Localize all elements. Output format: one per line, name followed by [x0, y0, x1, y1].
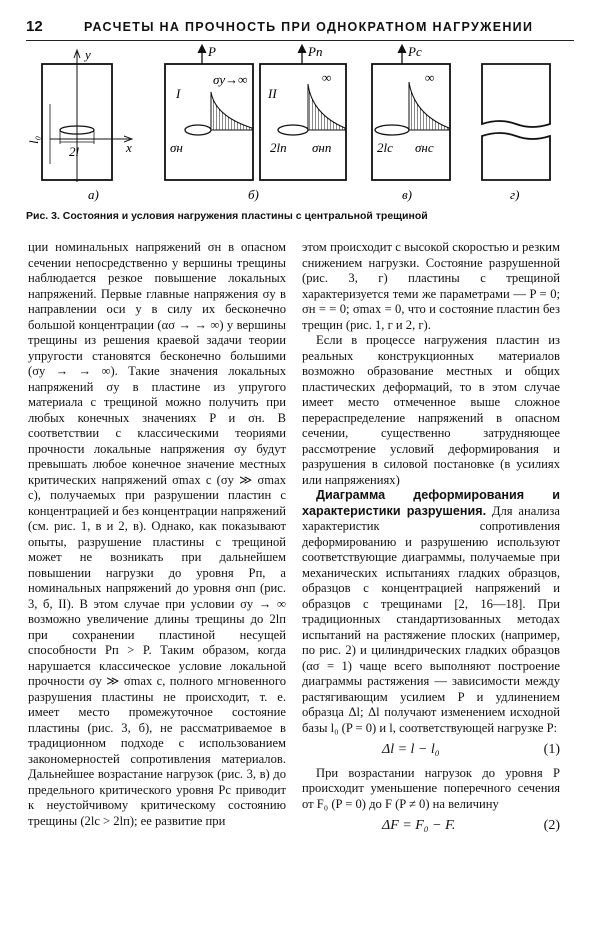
- stress-epure-b2: [308, 84, 345, 130]
- panel-d: [482, 64, 550, 202]
- paragraph-text: Для анализа характеристик сопротивления деформированию и разрушению используют соответствующие диаграммы, получаемые при механических испытаниях гладких образцов, образцов с концентрацией напряжений и образцов с трещинами [2, 16—18]. При традиционных стандартизованных методах испытаний на растяжение плоских (например, по рис. 2) и цилиндрических гладких образцов (ασ = 1) чаще всего выполняют построение диаграммы растяжения — зависимости между растягивающим усилием P и удлинением образца Δl; Δl получают изменением исходной базы l₀ (P = 0) и l, соответствующей нагрузке P:: [302, 503, 560, 735]
- figure-caption: Рис. 3. Состояния и условия нагружения пластины с центральной трещиной: [26, 210, 428, 222]
- paragraph: Если в процессе нагружения пластин из реальных конструкционных материалов возможно образование местных и общих пластических деформаций, то в этом случае имеет место отмеченное выше сложное перераспределение напряжений в опасном сечении, существенно затрудняющее рассмотрение условий деформирования и разрушения в силовой постановке (в усилиях или напряжениях): [302, 333, 560, 487]
- subheading: Диаграмма деформирования и характеристики разрушения.: [302, 488, 560, 518]
- running-header: [26, 18, 574, 41]
- label-I: I: [176, 86, 181, 101]
- label-panel-d: г): [510, 187, 520, 202]
- formula-1: [302, 742, 560, 758]
- page-number: 12: [26, 18, 43, 35]
- label-II: II: [268, 86, 277, 101]
- label-sigma-nc: σнc: [415, 140, 434, 155]
- crack-b1: [185, 125, 211, 135]
- figure-3: [26, 44, 575, 214]
- panel-c: [372, 44, 450, 202]
- label-panel-b: б): [248, 187, 259, 202]
- paragraph: [302, 488, 560, 736]
- paragraph: ции номинальных напряжений σн в опасном сечении непосредственно у вершины трещины наблюдается резкое повышение локальных напряжений. Первые главные напряжения σy в направлении оси y в силу их бесконечно большой концентрации (ασ → → ∞) у вершины трещины из решения краевой задачи теории упругости становятся бесконечно большими (σy → → ∞). Такие значения локальных напряжений σy в пластине из упругого материала с трещиной можно получить при любых конечных значениях P и σн. В соответствии с классическими теориями прочности локальные напряжения σy будут превышать любое конечное значение местных критических напряжений σmax c (σy ≫ σmax c), получаемых при разрушении пластин с концентрацией и без концентрации напряжений (см. рис. 1, в и 2, в). Однако, как показывают опыты, разрушение пластины с трещиной может не возникать при дальнейшем повышении нагрузки до уровня Pп, а номинальных напряжений до уровня σнп (рис. 3, б, II). В этом случае при условии σy → ∞ возможно увеличение длины трещины до 2lп при сохранении пластиной несущей способности Pп > P. Таким образом, когда нарушается классическое условие локальной прочности σy ≫ σmax c, полного мгновенного разрушения пластины не происходит, т. е. имеет место промежуточное состояние пластины (рис. 3, б), не рассматриваемое в традиционном подходе с использованием закономерностей сопротивления материалов. Дальнейшее возрастание нагрузок (рис. 3, в) до предельного критического уровня Pc приводит к неустойчивому критическому состоянию трещины (2lc > 2lп); ее развитие при: [28, 240, 286, 828]
- label-Pn: Pп: [308, 44, 323, 59]
- label-sigma-np: σнп: [312, 140, 332, 155]
- stress-epure-b1: [211, 92, 252, 130]
- label-P: P: [208, 44, 216, 59]
- plate-d-bottom: [482, 133, 550, 180]
- running-title: РАСЧЕТЫ НА ПРОЧНОСТЬ ПРИ ОДНОКРАТНОМ НАГРУЖЕНИИ: [84, 20, 534, 34]
- formula-2-number: (2): [543, 818, 560, 833]
- label-sigma-y-inf: σy→∞: [213, 72, 248, 87]
- panel-b: [165, 44, 346, 202]
- label-panel-a: а): [88, 187, 99, 202]
- formula-1-number: (1): [543, 742, 560, 757]
- label-inf-c: ∞: [425, 70, 435, 85]
- label-inf-b: ∞: [322, 70, 332, 85]
- panel-a: [26, 47, 132, 202]
- label-2lc: 2lc: [377, 140, 393, 155]
- paragraph: этом происходит с высокой скоростью и резким снижением нагрузки. Состояние разрушенной (рис. 3, г) пластины с трещиной характеризуется теми же параметрами — P = 0; σн = = 0; σmax = 0, что и состояние пластин без трещин (рис. 1, г и 2, г).: [302, 240, 560, 332]
- label-y: y: [85, 47, 91, 62]
- crack-b2: [278, 125, 308, 135]
- left-column: [28, 240, 286, 829]
- formula-2-body: ΔF = F₀ − F.: [382, 818, 456, 833]
- formula-2: [302, 818, 560, 834]
- paragraph: При возрастании нагрузок до уровня P происходит уменьшение поперечного сечения от F₀ (P = 0) до F (P ≠ 0) на величину: [302, 765, 560, 811]
- label-x: x: [126, 140, 132, 155]
- crack-c: [375, 125, 409, 135]
- right-column: [302, 240, 560, 842]
- label-2l: 2l: [69, 144, 80, 159]
- label-l0: l₀: [26, 135, 41, 144]
- label-2ln: 2lп: [270, 140, 287, 155]
- plate-d-top: [482, 64, 550, 127]
- stress-epure-c: [409, 82, 449, 130]
- formula-1-body: Δl = l − l₀: [382, 742, 440, 757]
- label-Pc: Pc: [408, 44, 422, 59]
- label-panel-c: в): [402, 187, 412, 202]
- label-sigma-n: σн: [170, 140, 183, 155]
